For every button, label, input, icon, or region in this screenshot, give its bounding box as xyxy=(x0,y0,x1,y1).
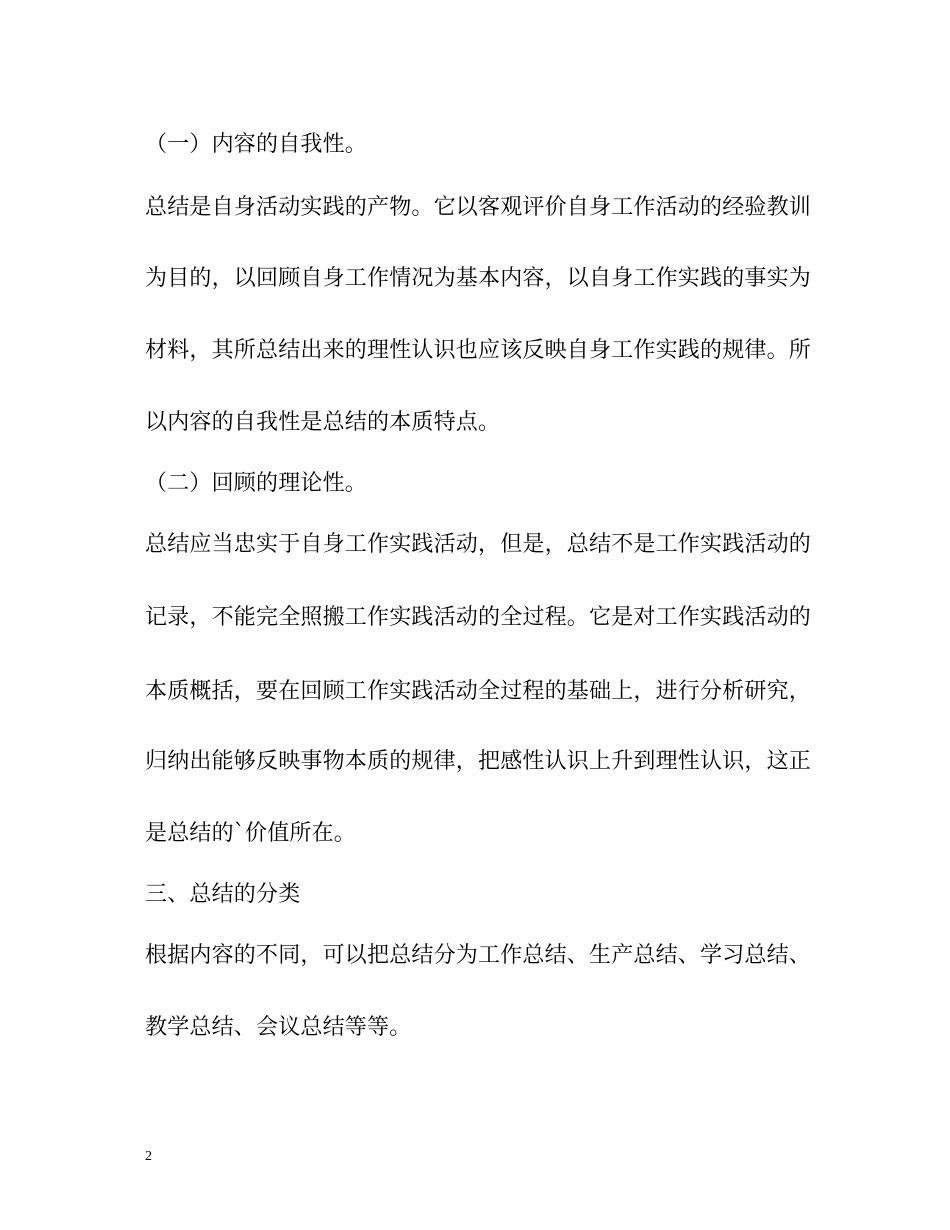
paragraph-line: 以内容的自我性是总结的本质特点。 xyxy=(145,410,501,435)
section-heading-3: 三、总结的分类 xyxy=(145,882,301,907)
page-number: 2 xyxy=(145,1149,152,1164)
paragraph-line: 本质概括，要在回顾工作实践活动全过程的基础上，进行分析研究， xyxy=(145,679,812,704)
paragraph-line: 教学总结、会议总结等等。 xyxy=(145,1015,412,1040)
section-heading-2: （二）回顾的理论性。 xyxy=(145,471,368,496)
paragraph-line: 是总结的`价值所在。 xyxy=(145,821,357,846)
paragraph-line: 记录，不能完全照搬工作实践活动的全过程。它是对工作实践活动的 xyxy=(145,605,812,630)
paragraph-line: 归纳出能够反映事物本质的规律，把感性认识上升到理性认识，这正 xyxy=(145,749,812,774)
paragraph-line: 材料，其所总结出来的理性认识也应该反映自身工作实践的规律。所 xyxy=(145,338,812,363)
paragraph-line: 为目的，以回顾自身工作情况为基本内容，以自身工作实践的事实为 xyxy=(145,266,812,291)
paragraph-line: 根据内容的不同，可以把总结分为工作总结、生产总结、学习总结、 xyxy=(145,943,812,968)
section-heading-1: （一）内容的自我性。 xyxy=(145,132,368,157)
paragraph-line: 总结应当忠实于自身工作实践活动，但是，总结不是工作实践活动的 xyxy=(145,532,812,557)
paragraph-line: 总结是自身活动实践的产物。它以客观评价自身工作活动的经验教训 xyxy=(145,195,812,220)
